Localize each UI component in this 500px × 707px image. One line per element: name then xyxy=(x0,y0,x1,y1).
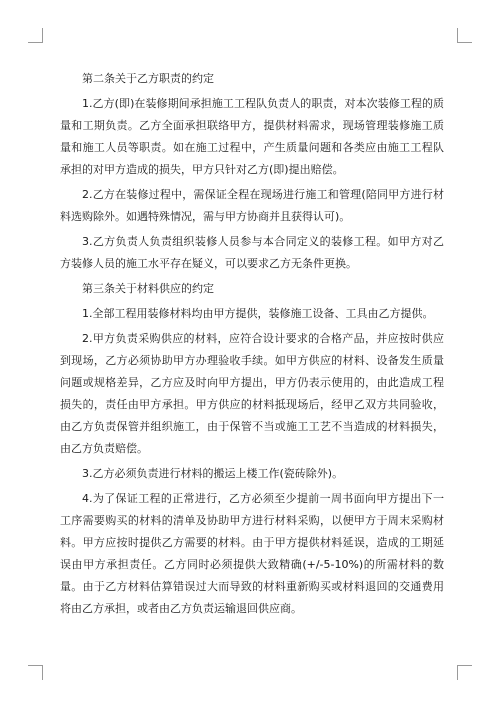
paragraph-article-3-item-4: 4.为了保证工程的正常进行，乙方必须至少提前一周书面向甲方提出下一工序需要购买的材料的清单及协助甲方进行材料采购，以便甲方于周末采购材料。甲方应按时提供乙方需要的材料。由于甲方提供材料延误，造成的工期延误由甲方承担责任。乙方同时必须提供大致精确(+/-5-10%)的所需材料的数量。由于乙方材料估算错误过大而导致的材料重新购买或材料退回的交通费用将由乙方承担，或者由乙方负责运输退回供应商。 xyxy=(60,492,444,615)
paragraph-article-2-item-3: 3.乙方负责人负责组织装修人员参与本合同定义的装修工程。如甲方对乙方装修人员的施工水平存在疑义，可以要求乙方无条件更换。 xyxy=(60,235,444,270)
paragraph-article-2-item-2: 2.乙方在装修过程中，需保证全程在现场进行施工和管理(陪同甲方进行材料选购除外。如遇特殊情况，需与甲方协商并且获得认可)。 xyxy=(60,188,444,223)
section-heading-article-3: 第三条关于材料供应的约定 xyxy=(82,282,214,295)
crop-mark-bottom-right xyxy=(457,665,472,680)
section-heading-article-2: 第二条关于乙方职责的约定 xyxy=(82,72,214,85)
document-body xyxy=(60,68,444,623)
paragraph-article-2-item-1: 1.乙方(即)在装修期间承担施工工程队负责人的职责，对本次装修工程的质量和工期负责。乙方全面承担联络甲方，提供材料需求，现场管理装修施工质量和施工人员等职责。如在施工过程中，产生质量问题和各类应由施工工程队承担的对甲方造成的损失，甲方只针对乙方(即)提出赔偿。 xyxy=(60,97,444,176)
crop-mark-top-right xyxy=(457,28,472,43)
paragraph-article-3-item-1: 1.全部工程用装修材料均由甲方提供，装修施工设备、工具由乙方提供。 xyxy=(82,307,434,320)
paragraph-article-3-item-3: 3.乙方必须负责进行材料的搬运上楼工作(瓷砖除外)。 xyxy=(82,467,344,480)
crop-mark-bottom-left xyxy=(28,665,43,680)
paragraph-article-3-item-2: 2.甲方负责采购供应的材料，应符合设计要求的合格产品，并应按时供应到现场，乙方必须协助甲方办理验收手续。如甲方供应的材料、设备发生质量问题或规格差异，乙方应及时向甲方提出，甲方仍表示使用的，由此造成工程损失的，责任由甲方承担。甲方供应的材料抵现场后，经甲乙双方共同验收，由乙方负责保管并组织施工，由于保管不当或施工工艺不当造成的材料损失，由乙方负责赔偿。 xyxy=(60,332,444,455)
crop-mark-top-left xyxy=(28,28,43,43)
